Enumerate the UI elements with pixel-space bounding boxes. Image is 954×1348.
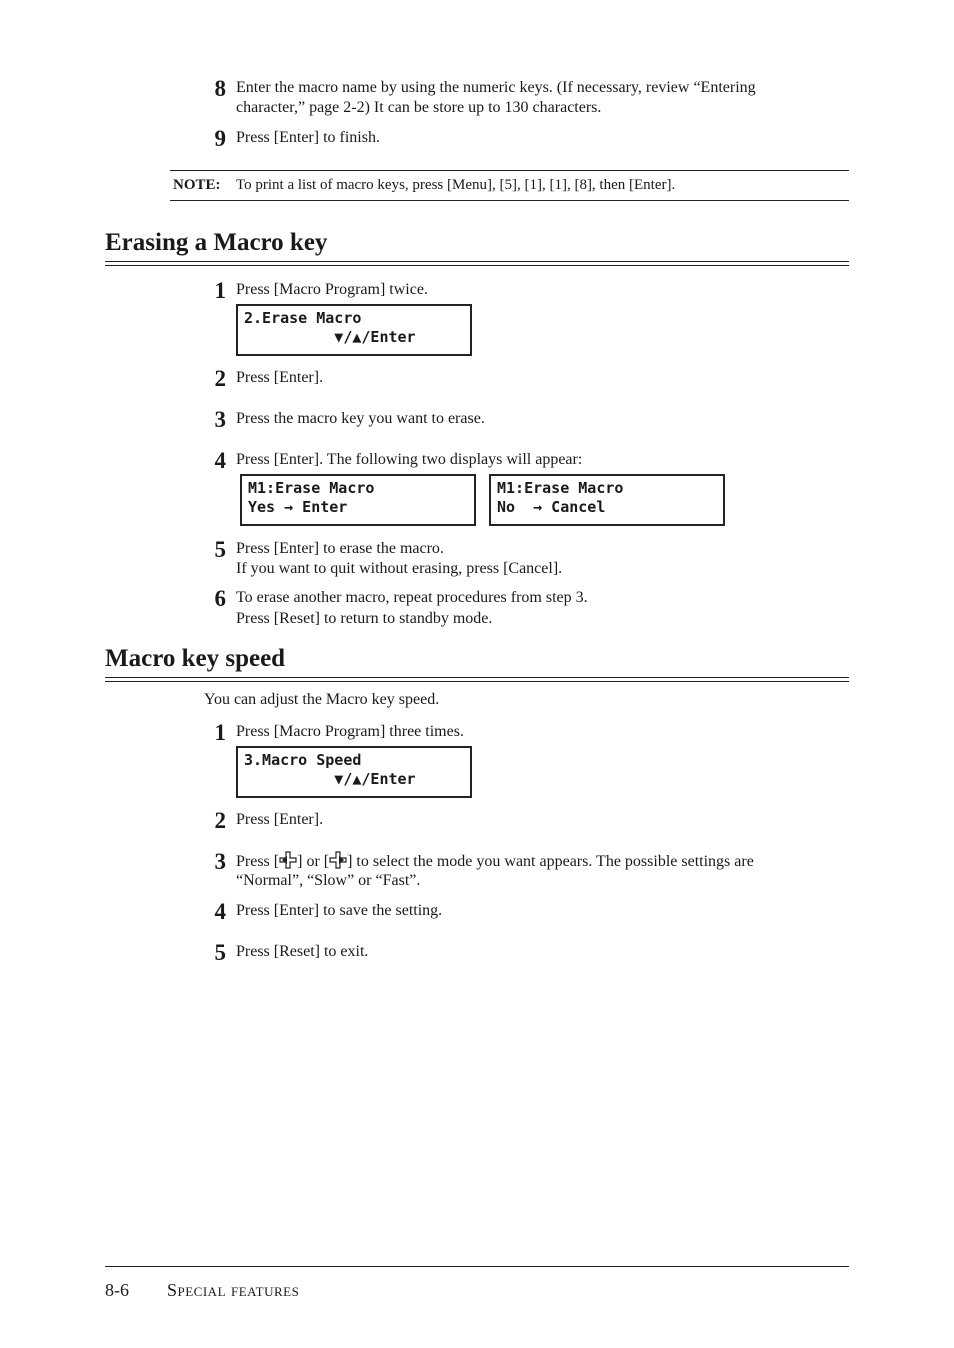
section-intro: You can adjust the Macro key speed. (204, 691, 440, 708)
step-number: 3 (214, 849, 226, 874)
lcd-display (236, 304, 472, 356)
step-text: Enter the macro name by using the numeric keys. (If necessary, review “Entering (236, 79, 756, 96)
step-number: 3 (214, 407, 226, 432)
lcd-line: ▼/▲/Enter (244, 328, 416, 346)
lcd-line: M1:Erase Macro (497, 479, 624, 497)
step-number: 1 (214, 278, 226, 303)
step-number: 5 (214, 940, 226, 965)
left-arrow-key-icon (279, 851, 297, 869)
step-number: 9 (214, 126, 226, 151)
note-text: To print a list of macro keys, press [Menu], [5], [1], [1], [8], then [Enter]. (236, 177, 676, 193)
lcd-line: 2.Erase Macro (244, 309, 362, 327)
step-text: Press [Enter] to finish. (236, 129, 380, 146)
step-text: Press [Enter]. (236, 811, 324, 828)
lcd-line: Yes → Enter (248, 498, 348, 516)
step-text-part: ] or [ (297, 853, 330, 870)
step-number: 5 (214, 537, 226, 562)
step-number: 4 (214, 899, 226, 924)
page-number: 8-6 (105, 1280, 129, 1300)
heading-rule (105, 677, 849, 678)
lcd-line: M1:Erase Macro (248, 479, 375, 497)
step-text: To erase another macro, repeat procedures from step 3. (236, 589, 588, 606)
step-text (236, 851, 754, 872)
step-text: Press [Enter] to erase the macro. (236, 540, 444, 557)
step-number: 1 (214, 720, 226, 745)
step-number: 2 (214, 808, 226, 833)
step-text: Press [Reset] to exit. (236, 943, 369, 960)
step-text: Press [Reset] to return to standby mode. (236, 610, 493, 627)
step-text: Press [Enter]. (236, 369, 324, 386)
section-heading-speed: Macro key speed (105, 645, 286, 672)
step-number: 2 (214, 366, 226, 391)
lcd-display-yes (240, 474, 476, 526)
note-label: NOTE: (173, 177, 221, 193)
step-text: Press the macro key you want to erase. (236, 410, 485, 427)
step-text: character,” page 2-2) It can be store up to 130 characters. (236, 99, 602, 116)
lcd-display-no (489, 474, 725, 526)
note (173, 175, 221, 195)
step-text-part: Press [ (236, 853, 280, 870)
step-text: Press [Macro Program] three times. (236, 723, 464, 740)
heading-rule (105, 681, 849, 682)
step-number: 6 (214, 586, 226, 611)
note-top-rule (170, 170, 849, 171)
right-arrow-key-icon (329, 851, 347, 869)
step-text: Press [Enter] to save the setting. (236, 902, 443, 919)
step-number: 4 (214, 448, 226, 473)
step-number: 8 (214, 76, 226, 101)
step-text: Press [Enter]. The following two displays will appear: (236, 451, 583, 468)
footer-title: Special features (167, 1280, 300, 1300)
section-heading-erase: Erasing a Macro key (105, 229, 328, 256)
footer-rule (105, 1266, 849, 1267)
heading-rule (105, 261, 849, 262)
step-text: If you want to quit without erasing, press [Cancel]. (236, 560, 563, 577)
lcd-display (236, 746, 472, 798)
step-text: Press [Macro Program] twice. (236, 281, 428, 298)
lcd-line: ▼/▲/Enter (244, 770, 416, 788)
note-bottom-rule (170, 200, 849, 201)
heading-rule (105, 265, 849, 266)
step-text-part: ] to select the mode you want appears. The possible settings are (347, 853, 754, 870)
step-text: “Normal”, “Slow” or “Fast”. (236, 872, 421, 889)
lcd-line: No → Cancel (497, 498, 606, 516)
lcd-line: 3.Macro Speed (244, 751, 362, 769)
